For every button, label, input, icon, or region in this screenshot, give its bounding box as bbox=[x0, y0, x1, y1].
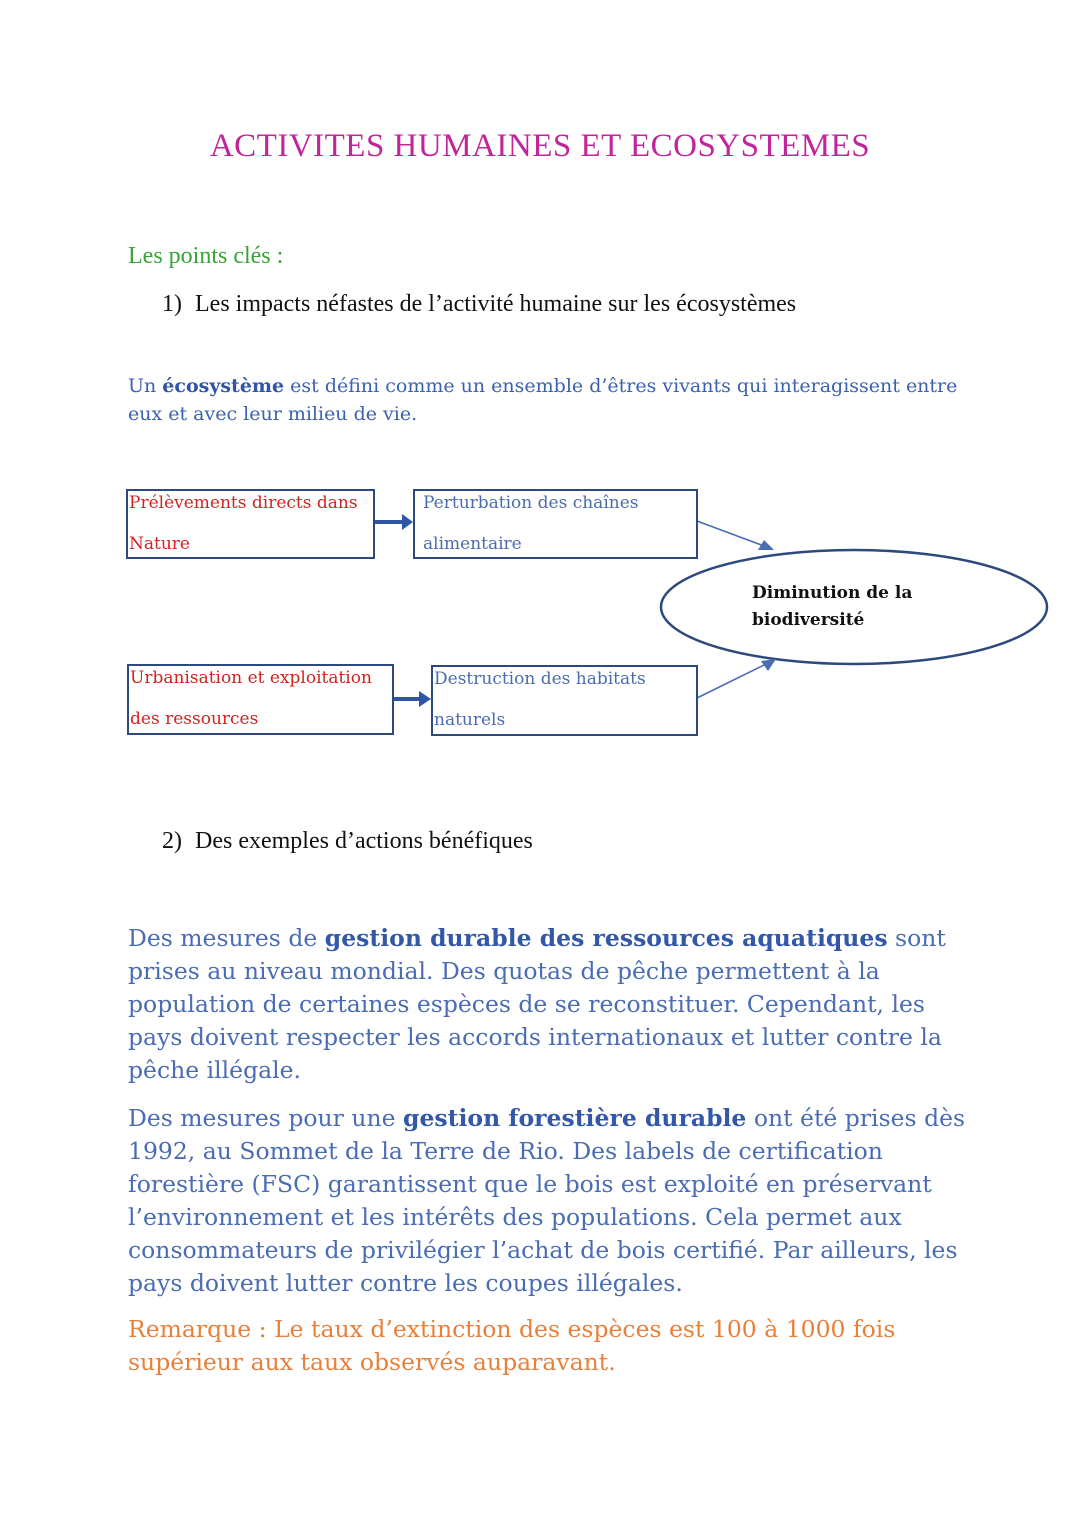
box-direct-harvesting-line2: Nature bbox=[129, 534, 190, 554]
section-1-number: 1) bbox=[162, 291, 182, 317]
definition-suffix: est défini comme un ensemble d’êtres vivants qui interagissent entre eux et avec leur milieu de vie. bbox=[128, 375, 958, 425]
paragraph-forest bbox=[128, 1102, 968, 1300]
biodiversity-line2: biodiversité bbox=[752, 610, 865, 630]
paragraph-aquatic bbox=[128, 922, 968, 1087]
biodiversity-line1: Diminution de la bbox=[752, 583, 913, 603]
box-direct-harvesting bbox=[126, 489, 375, 559]
paragraph-forest-prefix: Des mesures pour une bbox=[128, 1104, 404, 1132]
biodiversity-label bbox=[752, 580, 912, 634]
box-urbanisation-line2: des ressources bbox=[130, 709, 259, 729]
box-urbanisation bbox=[127, 664, 394, 735]
box-urbanisation-line1: Urbanisation et exploitation bbox=[130, 668, 372, 688]
definition-term: écosystème bbox=[162, 375, 285, 397]
section-2-number: 2) bbox=[162, 828, 182, 854]
arrow-box4-to-ellipse bbox=[697, 659, 776, 698]
box-habitat-line1: Destruction des habitats bbox=[434, 669, 646, 689]
section-1-text: Les impacts néfastes de l’activité humaine sur les écosystèmes bbox=[195, 291, 797, 317]
arrow-box2-to-ellipse bbox=[697, 521, 774, 550]
page-title: ACTIVITES HUMAINES ET ECOSYSTEMES bbox=[209, 128, 871, 164]
box-food-chain-disruption bbox=[413, 489, 698, 559]
section-2-heading bbox=[162, 828, 533, 855]
box-food-chain-line2: alimentaire bbox=[423, 534, 522, 554]
box-habitat-destruction bbox=[431, 665, 698, 736]
paragraph-aquatic-suffix: sont prises au niveau mondial. Des quotas de pêche permettent à la population de certaines espèces de se reconstituer. Cependant, les pays doivent respecter les accords internationaux et lutter contre la pêche illégale. bbox=[128, 924, 946, 1084]
paragraph-forest-suffix: ont été prises dès 1992, au Sommet de la Terre de Rio. Des labels de certification forestière (FSC) garantissent que le bois est exploité en préservant l’environnement et les intérêts des populations. Cela permet aux consommateurs de privilégier l’achat de bois certifié. Par ailleurs, les pays doivent lutter contre les coupes illégales. bbox=[128, 1104, 966, 1297]
paragraph-aquatic-prefix: Des mesures de bbox=[128, 924, 325, 952]
arrow-box1-to-box2 bbox=[374, 514, 413, 530]
definition-prefix: Un bbox=[128, 375, 163, 397]
box-food-chain-line1: Perturbation des chaînes bbox=[423, 493, 639, 513]
paragraph-aquatic-bold: gestion durable des ressources aquatiques bbox=[324, 924, 888, 952]
box-direct-harvesting-line1: Prélèvements directs dans bbox=[129, 493, 358, 513]
section-2-text: Des exemples d’actions bénéfiques bbox=[195, 828, 533, 854]
remark: Remarque : Le taux d’extinction des espèces est 100 à 1000 fois supérieur aux taux observés auparavant. bbox=[128, 1315, 896, 1376]
key-points-label: Les points clés : bbox=[128, 243, 284, 269]
arrow-box3-to-box4 bbox=[393, 691, 431, 707]
box-habitat-line2: naturels bbox=[434, 710, 506, 730]
paragraph-forest-bold: gestion forestière durable bbox=[403, 1104, 747, 1132]
